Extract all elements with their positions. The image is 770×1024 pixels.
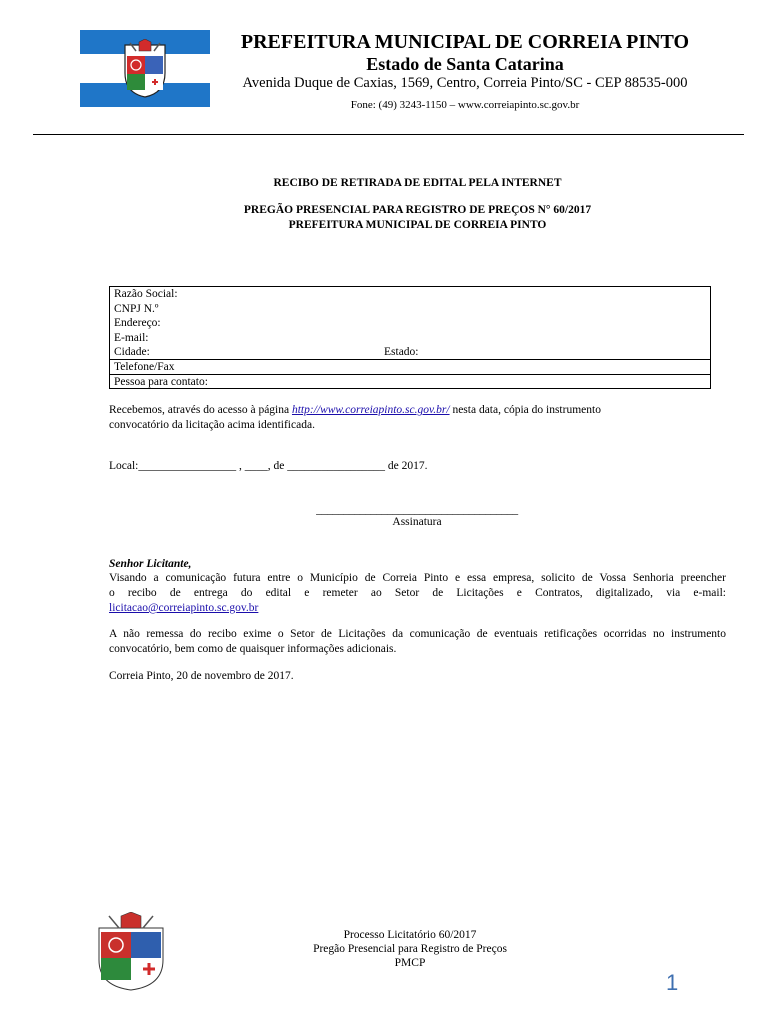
field-cnpj[interactable]: CNPJ N.º — [114, 302, 159, 315]
receipt-title: RECIBO DE RETIRADA DE EDITAL PELA INTERNET — [273, 177, 562, 189]
header-title: PREFEITURA MUNICIPAL DE CORREIA PINTO — [240, 31, 690, 53]
notice-line-2: convocatório, bem como de quaisquer informações adicionais. — [109, 643, 397, 655]
footer-modality: Pregão Presencial para Registro de Preços — [313, 943, 507, 955]
field-estado: Estado: — [384, 346, 419, 358]
bidder-info-form — [109, 286, 711, 389]
municipal-flag-logo — [80, 30, 210, 107]
received-text-pre: Recebemos, através do acesso à página — [109, 404, 292, 416]
signature-line: _____________________________________ — [316, 504, 518, 516]
received-text-post: nesta data, cópia do instrumento — [449, 404, 601, 416]
notice-line-1: A não remessa do recibo exime o Setor de Licitações da comunicação de eventuais retificações ocorridas no instrumento — [109, 628, 726, 640]
signature-label: Assinatura — [392, 516, 442, 528]
place-date: Correia Pinto, 20 de novembro de 2017. — [109, 670, 294, 682]
notice-paragraph — [109, 627, 726, 657]
local-date-line: Local:_________________ , ____, de _________________ de 2017. — [109, 460, 428, 472]
field-cidade-estado[interactable] — [110, 345, 710, 360]
footer-process: Processo Licitatório 60/2017 — [343, 929, 477, 941]
coat-of-arms-icon — [122, 39, 168, 99]
footer-code: PMCP — [394, 957, 426, 969]
entity-title: PREFEITURA MUNICIPAL DE CORREIA PINTO — [288, 219, 547, 231]
page-number: 1 — [666, 970, 679, 995]
footer-coat-of-arms-icon — [95, 912, 167, 992]
process-title: PREGÃO PRESENCIAL PARA REGISTRO DE PREÇOS N° 60/2017 — [243, 204, 592, 216]
instructions-line-2: o recibo de entrega do edital e remeter ao Setor de Licitações e Contratos, digitalizado, via e-mail: — [109, 587, 726, 599]
received-line-2: convocatório da licitação acima identificada. — [109, 419, 315, 431]
instructions-paragraph — [109, 571, 726, 616]
field-telefone[interactable]: Telefone/Fax — [110, 360, 710, 375]
salutation: Senhor Licitante, — [109, 558, 192, 570]
header-contact: Fone: (49) 3243-1150 – www.correiapinto.sc.gov.br — [350, 99, 580, 111]
header-state: Estado de Santa Catarina — [366, 54, 564, 74]
field-razao-social[interactable]: Razão Social: — [114, 288, 178, 300]
received-paragraph — [109, 403, 726, 433]
field-cidade: Cidade: — [114, 346, 150, 358]
email-link[interactable]: licitacao@correiapinto.sc.gov.br — [109, 602, 259, 614]
website-link[interactable]: http://www.correiapinto.sc.gov.br/ — [291, 404, 450, 416]
field-endereco[interactable]: Endereço: — [114, 317, 161, 329]
field-contato[interactable]: Pessoa para contato: — [114, 375, 208, 388]
field-email[interactable]: E-mail: — [114, 331, 149, 344]
header-address: Avenida Duque de Caxias, 1569, Centro, Correia Pinto/SC - CEP 88535-000 — [242, 75, 688, 91]
instructions-line-1: Visando a comunicação futura entre o Município de Correia Pinto e essa empresa, solicito de Vossa Senhoria preencher — [109, 572, 726, 584]
header-divider — [33, 134, 744, 135]
received-line-1 — [109, 403, 726, 418]
